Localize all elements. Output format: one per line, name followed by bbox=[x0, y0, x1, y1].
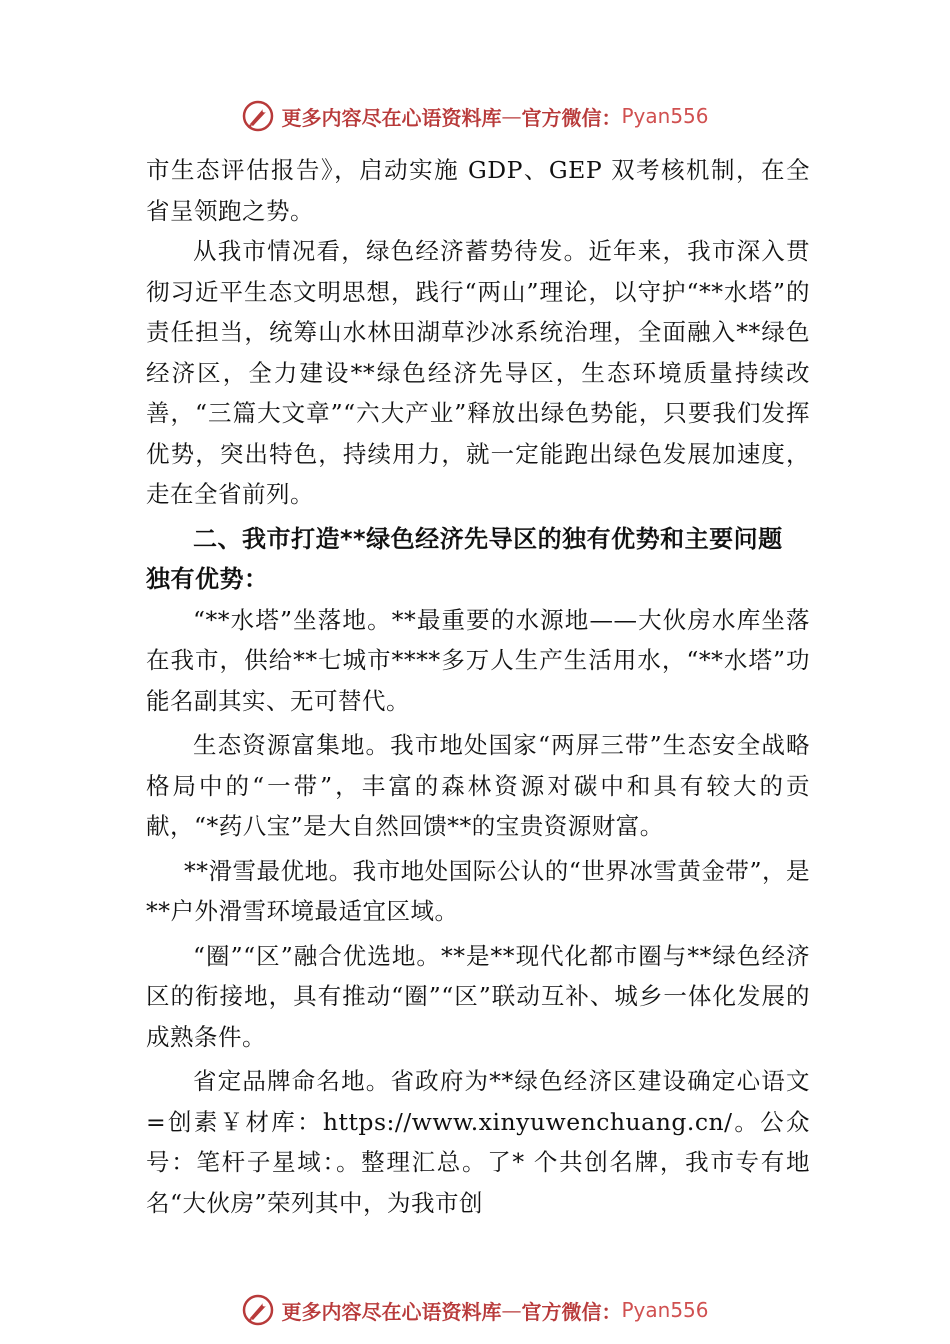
paragraph-circle-region: “圈”“区”融合优选地。**是**现代化都市圈与**绿色经济区的衔接地，具有推动“圈”“区”联动互补、城乡一体化发展的成熟条件。 bbox=[146, 941, 810, 1051]
banner-account: Pyan556 bbox=[621, 104, 709, 128]
banner-sub-text: 官方微信： bbox=[521, 105, 622, 130]
banner-main-text: 更多内容尽在心语资料库 bbox=[281, 105, 502, 130]
banner-dash: — bbox=[501, 1298, 522, 1322]
header-watermark-banner bbox=[0, 96, 950, 136]
banner-sub-text: 官方微信： bbox=[521, 1299, 622, 1324]
banner-main-text: 更多内容尽在心语资料库 bbox=[281, 1299, 502, 1324]
paragraph-green-economy: 从我市情况看，绿色经济蓄势待发。近年来，我市深入贯彻习近平生态文明思想，践行“两山”理论，以守护“**水塔”的责任担当，统筹山水林田湖草沙冰系统治理，全面融入**绿色经济区，全力建设**绿色经济先导区，生态环境质量持续改善，“三篇大文章”“六大产业”释放出绿色势能，只要我们发挥优势，突出特色，持续用力，就一定能跑出绿色发展加速度，走在全省前列。 bbox=[146, 237, 810, 508]
paragraph-eco-resources: 生态资源富集地。我市地处国家“两屏三带”生态安全战略格局中的“一带”，丰富的森林资源对碳中和具有较大的贡献，“*药八宝”是大自然回馈**的宝贵资源财富。 bbox=[146, 731, 810, 840]
paragraph-water-tower: “**水塔”坐落地。**最重要的水源地——大伙房水库坐落在我市，供给**七城市****多万人生产生活用水，“**水塔”功能名副其实、无可替代。 bbox=[146, 605, 810, 715]
paragraph-continuation: 市生态评估报告》，启动实施 GDP、GEP 双考核机制，在全省呈领跑之势。 bbox=[146, 156, 810, 225]
banner-dash: — bbox=[501, 104, 522, 128]
subheading-advantages: 独有优势： bbox=[146, 565, 269, 593]
fountain-pen-circle-icon bbox=[241, 1293, 275, 1327]
banner-account: Pyan556 bbox=[621, 1298, 709, 1322]
paragraph-brand-naming: 省定品牌命名地。省政府为**绿色经济区建设确定心语文=创素￥材库：https://www.xinyuwenchuang.cn/。公众号：笔杆子星域：。整理汇总。了* 个共创名牌，我市专有地名“大伙房”荣列其中，为我市创 bbox=[146, 1067, 810, 1217]
paragraph-skiing: **滑雪最优地。我市地处国际公认的“世界冰雪黄金带”，是**户外滑雪环境最适宜区域。 bbox=[146, 856, 810, 925]
fountain-pen-circle-icon bbox=[241, 99, 275, 133]
footer-watermark-banner bbox=[0, 1290, 950, 1330]
section-heading: 二、我市打造**绿色经济先导区的独有优势和主要问题 bbox=[193, 524, 783, 553]
document-body bbox=[146, 150, 810, 1223]
